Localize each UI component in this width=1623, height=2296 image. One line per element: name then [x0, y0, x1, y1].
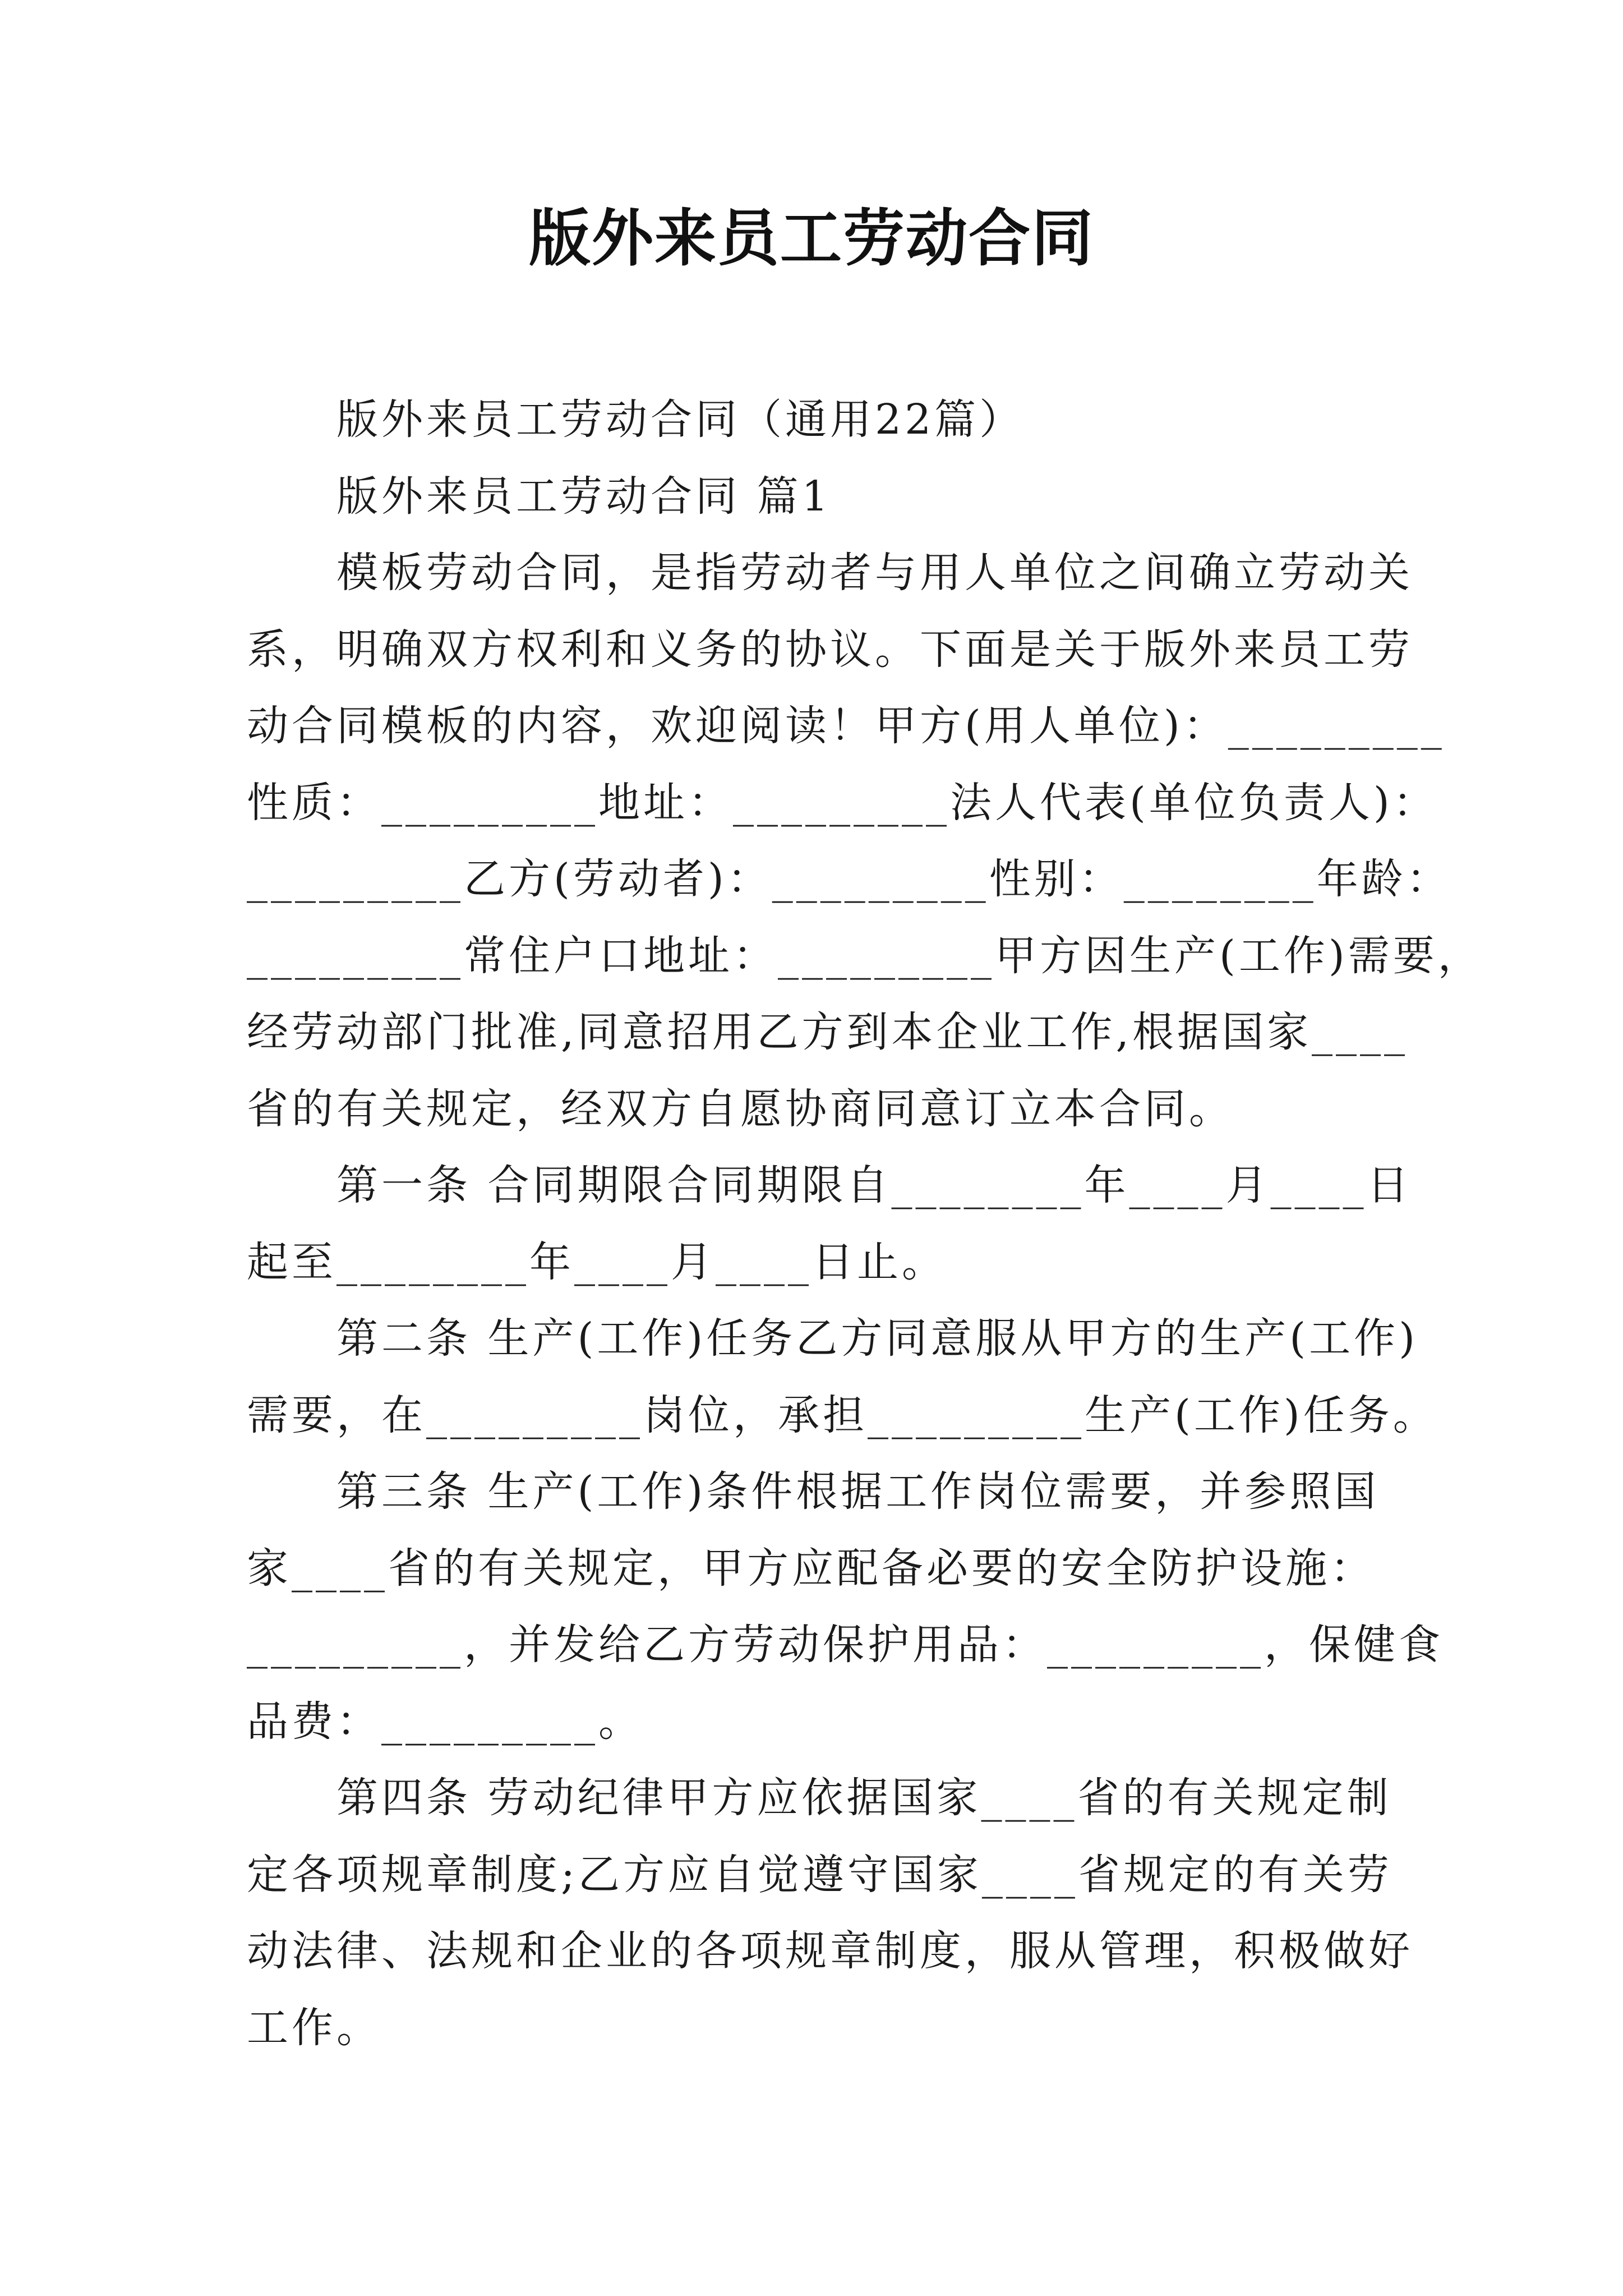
text-line: 第一条 合同期限合同期限自________年____月____日	[336, 1161, 1412, 1209]
text-line: 动合同模板的内容，欢迎阅读！甲方(用人单位)：_________	[247, 702, 1445, 750]
text-line: _________乙方(劳动者)：_________性别：________年龄：	[247, 855, 1451, 903]
text-line: 品费：_________。	[247, 1697, 643, 1746]
text-line: 第四条 劳动纪律甲方应依据国家____省的有关规定制	[336, 1774, 1392, 1822]
text-line: 系，明确双方权利和义务的协议。下面是关于版外来员工劳	[247, 625, 1413, 674]
text-line: 动法律、法规和企业的各项规章制度，服从管理，积极做好	[247, 1927, 1413, 1975]
text-line: 工作。	[247, 2003, 381, 2052]
text-line: 定各项规章制度;乙方应自觉遵守国家____省规定的有关劳	[247, 1850, 1393, 1899]
text-line: 模板劳动合同，是指劳动者与用人单位之间确立劳动关	[336, 549, 1413, 597]
text-line: 第二条 生产(工作)任务乙方同意服从甲方的生产(工作)	[336, 1314, 1419, 1363]
text-line: 家____省的有关规定，甲方应配备必要的安全防护设施：	[247, 1544, 1375, 1593]
text-line: 起至________年____月____日止。	[247, 1237, 947, 1286]
text-line: _________，并发给乙方劳动保护用品：_________，保健食	[247, 1621, 1444, 1669]
document-title: 版外来员工劳动合同	[529, 202, 1094, 274]
text-line: 性质：_________地址：_________法人代表(单位负责人)：	[247, 778, 1438, 827]
text-line: 经劳动部门批准,同意招用乙方到本企业工作,根据国家____	[247, 1008, 1409, 1056]
text-line: 需要，在_________岗位，承担_________生产(工作)任务。	[247, 1391, 1438, 1439]
text-line: 版外来员工劳动合同 篇1	[336, 472, 832, 521]
text-line: 版外来员工劳动合同（通用22篇）	[336, 395, 1025, 444]
document-body	[247, 381, 1483, 2066]
text-line: 省的有关规定，经双方自愿协商同意订立本合同。	[247, 1084, 1234, 1133]
text-line: 第三条 生产(工作)条件根据工作岗位需要，并参照国	[336, 1467, 1380, 1516]
text-line: _________常住户口地址：_________甲方因生产(工作)需要，	[247, 931, 1483, 980]
